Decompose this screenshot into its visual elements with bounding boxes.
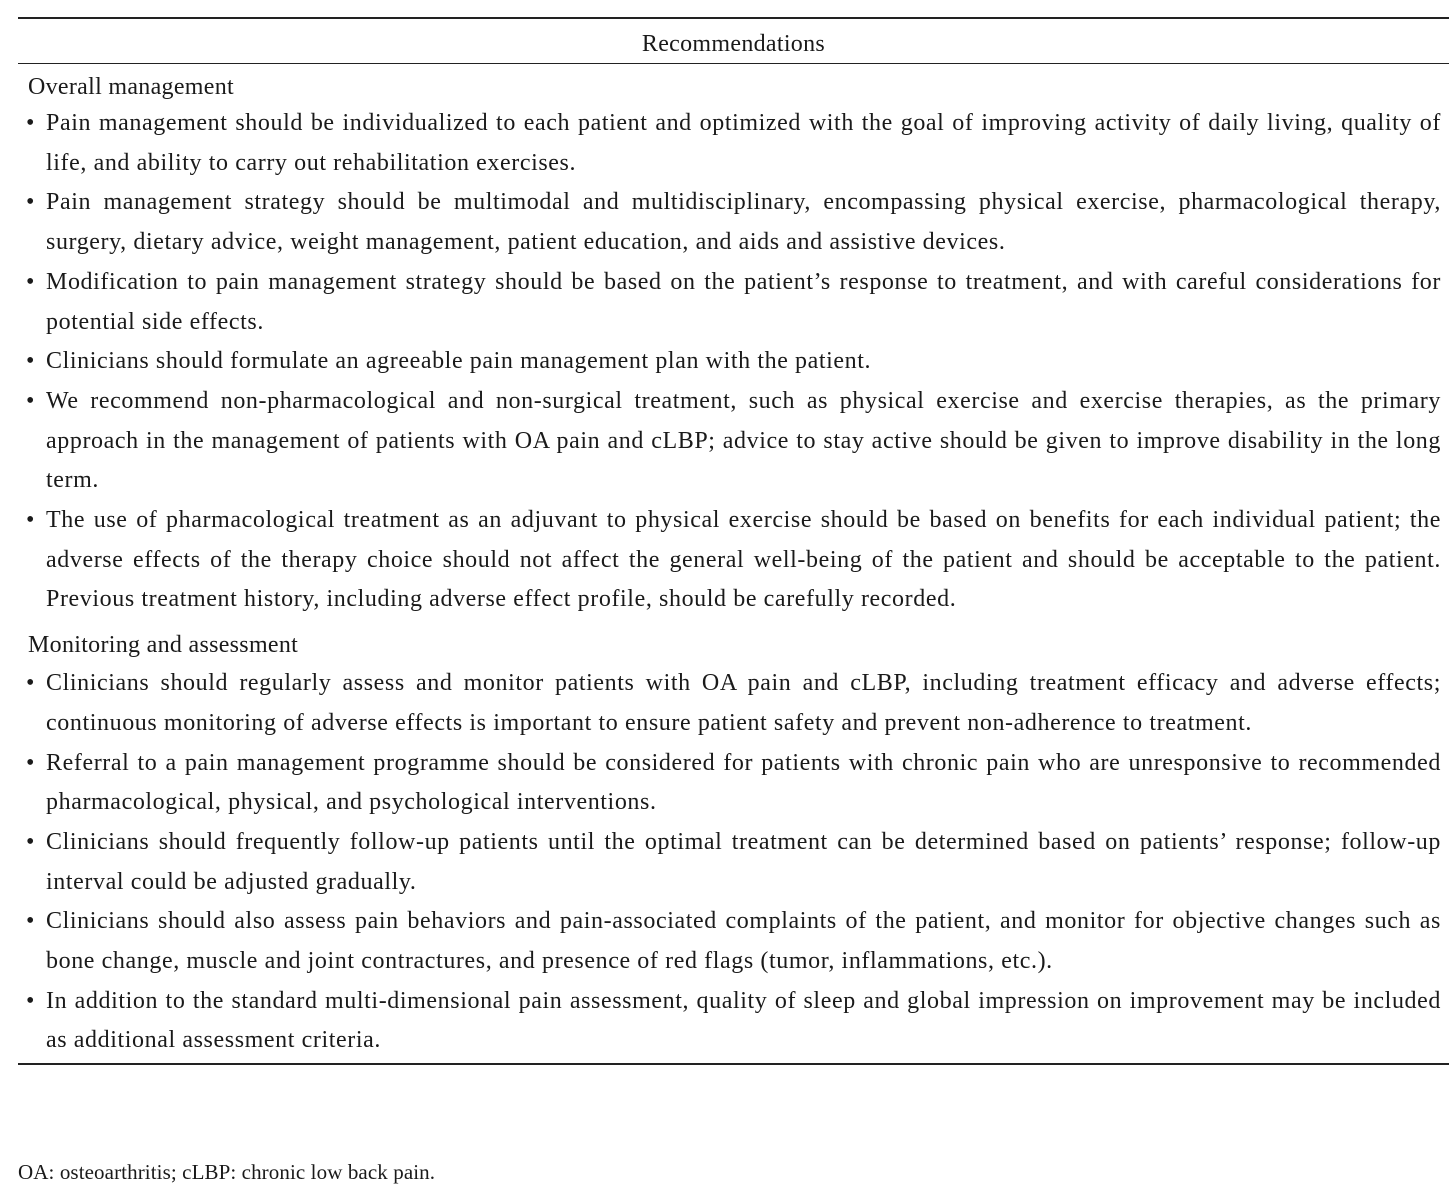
bullet-icon: • <box>26 908 36 935</box>
bullet-icon: • <box>26 268 36 295</box>
list-item <box>18 823 1449 902</box>
section-title-monitoring-and-assessment: Monitoring and assessment <box>28 632 299 659</box>
bullet-icon: • <box>26 507 36 534</box>
recommendation-text: Clinicians should regularly assess and monitor patients with OA pain and cLBP, including treatment efficacy and adverse effects; continuous monitoring of adverse effects is important to ensure patient safety and prevent non-adherence to treatment. <box>46 670 1441 736</box>
recommendation-text: In addition to the standard multi-dimensional pain assessment, quality of sleep and global impression on improvement may be included as additional assessment criteria. <box>46 987 1441 1054</box>
recommendation-text: We recommend non-pharmacological and non-surgical treatment, such as physical exercise and exercise therapies, as the primary approach in the management of patients with OA pain and cLBP; advice to stay active should be given to improve disability in the long term. <box>46 387 1441 494</box>
recommendation-text: Clinicians should frequently follow-up patients until the optimal treatment can be determined based on patients’ response; follow-up interval could be adjusted gradually. <box>46 828 1441 895</box>
list-item <box>18 744 1449 823</box>
table-bottom-rule <box>18 1063 1449 1065</box>
bullet-icon: • <box>26 828 36 855</box>
list-item <box>18 263 1449 342</box>
list-item <box>18 664 1449 743</box>
list-item <box>18 902 1449 981</box>
section-title-overall-management: Overall management <box>28 74 234 100</box>
table-header: Recommendations <box>641 31 826 57</box>
list-item <box>18 104 1449 183</box>
bullet-icon: • <box>26 387 36 414</box>
recommendation-text: Pain management strategy should be multimodal and multidisciplinary, encompassing physical exercise, pharmacological therapy, surgery, dietary advice, weight management, patient education, and aids and assistive devices. <box>46 189 1441 256</box>
recommendation-text: Referral to a pain management programme should be considered for patients with chronic pain who are unresponsive to recommended pharmacological, physical, and psychological interventions. <box>46 749 1441 816</box>
recommendation-text: Clinicians should formulate an agreeable pain management plan with the patient. <box>46 348 872 375</box>
list-item <box>18 382 1449 501</box>
table-footnote: OA: osteoarthritis; cLBP: chronic low back pain. <box>18 1160 436 1184</box>
list-item <box>18 501 1449 620</box>
recommendation-text: Clinicians should also assess pain behaviors and pain-associated complaints of the patient, and monitor for objective changes such as bone change, muscle and joint contractures, and presence of red flags (tumor, inflammations, etc.). <box>46 908 1441 975</box>
bullet-icon: • <box>26 670 36 697</box>
list-item <box>18 342 1449 382</box>
list-item <box>18 982 1449 1061</box>
recommendation-text: Modification to pain management strategy should be based on the patient’s response to treatment, and with careful considerations for potential side effects. <box>46 268 1441 335</box>
overall-management-list <box>18 104 1449 620</box>
recommendations-table <box>18 17 1449 1065</box>
monitoring-assessment-list <box>18 664 1449 1061</box>
bullet-icon: • <box>26 110 36 136</box>
bullet-icon: • <box>26 749 36 776</box>
recommendation-text: The use of pharmacological treatment as an adjuvant to physical exercise should be based on benefits for each individual patient; the adverse effects of the therapy choice should not affect the general well-being of the patient and should be acceptable to the patient. Previous treatment history, including adverse effect profile, should be carefully recorded. <box>46 507 1441 613</box>
list-item <box>18 183 1449 262</box>
bullet-icon: • <box>26 348 36 375</box>
bullet-icon: • <box>26 189 36 216</box>
recommendation-text: Pain management should be individualized to each patient and optimized with the goal of improving activity of daily living, quality of life, and ability to carry out rehabilitation exercises. <box>46 110 1441 176</box>
bullet-icon: • <box>26 987 36 1014</box>
